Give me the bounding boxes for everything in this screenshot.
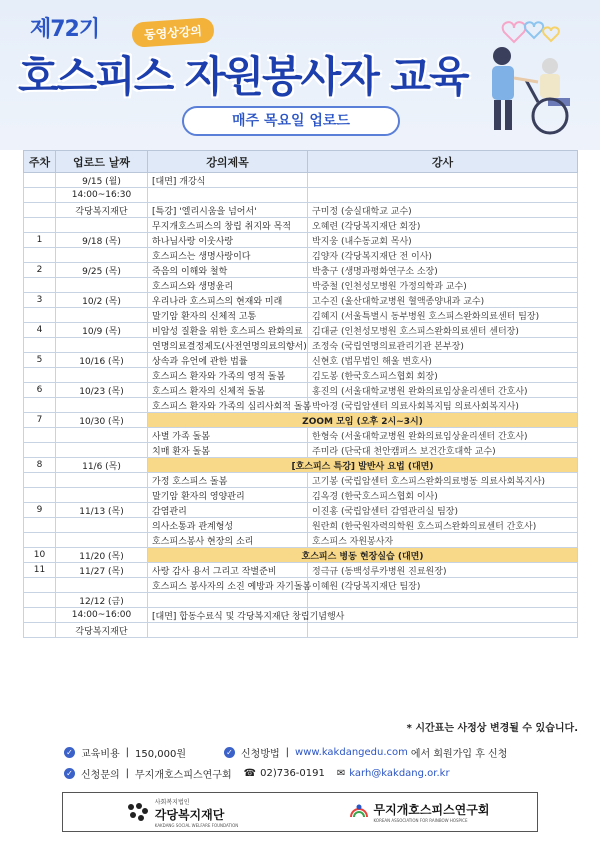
table-row: [24, 503, 578, 518]
table-row: [24, 548, 578, 563]
date-cell: 10/30 (목): [56, 413, 148, 428]
highlight-cell: 호스피스 병동 현장실습 (대면): [148, 548, 578, 563]
date-cell: 9/25 (목): [56, 263, 148, 278]
date-cell: 11/6 (목): [56, 458, 148, 473]
week-cell: 3: [24, 293, 56, 308]
week-cell: [24, 368, 56, 383]
speaker-cell: 박충구 (생명과평화연구소 소장): [308, 263, 578, 278]
lecture-title-cell: 가정 호스피스 돌봄: [148, 473, 308, 488]
table-row: [24, 623, 578, 638]
association-english: KOREAN ASSOCIATION FOR RAINBOW HOSPICE: [373, 818, 468, 823]
speaker-cell: [308, 593, 578, 608]
lecture-title-cell: [148, 593, 308, 608]
date-cell: [56, 428, 148, 443]
upload-schedule-pill: 매주 목요일 업로드: [182, 106, 400, 136]
speaker-cell: 김도봉 (한국호스피스협회 회장): [308, 368, 578, 383]
highlight-cell: ZOOM 모임 (오후 2시~3시): [148, 413, 578, 428]
week-cell: 1: [24, 233, 56, 248]
lecture-title-cell: 무지개호스피스의 창립 취지와 목적: [148, 218, 308, 233]
week-cell: 4: [24, 323, 56, 338]
lecture-title-cell: [대면] 합동수료식 및 각당복지재단 창립기념행사: [148, 608, 308, 623]
separator: |: [285, 747, 290, 758]
lecture-title-cell: 사랑 감사 용서 그리고 작별준비: [148, 563, 308, 578]
date-cell: [56, 443, 148, 458]
table-row: [24, 563, 578, 578]
week-cell: [24, 278, 56, 293]
lecture-title-cell: 감염관리: [148, 503, 308, 518]
term-number: 제72기: [30, 17, 100, 42]
foundation-type: 사회복지법인: [154, 798, 190, 806]
table-row: [24, 248, 578, 263]
date-cell: [56, 518, 148, 533]
week-cell: 8: [24, 458, 56, 473]
date-cell: [56, 533, 148, 548]
week-cell: [24, 308, 56, 323]
table-row: [24, 458, 578, 473]
fee-line: [64, 745, 186, 760]
lecture-title-cell: 의사소통과 관계형성: [148, 518, 308, 533]
lecture-title-cell: 말기암 환자의 신체적 고통: [148, 308, 308, 323]
speaker-cell: 신현호 (법무법인 해울 변호사): [308, 353, 578, 368]
week-cell: [24, 518, 56, 533]
lecture-title-cell: 하나님사랑 이웃사랑: [148, 233, 308, 248]
speaker-cell: 한형숙 (서울대학교병원 완화의료임상윤리센터 간호사): [308, 428, 578, 443]
week-cell: [24, 218, 56, 233]
speaker-cell: 김혜지 (서울특별시 동부병원 호스피스완화의료센터 팀장): [308, 308, 578, 323]
speaker-cell: [308, 623, 578, 638]
date-cell: 11/20 (목): [56, 548, 148, 563]
table-row: [24, 593, 578, 608]
page-title: 호스피스 자원봉사자 교육: [18, 52, 468, 101]
lecture-title-cell: [대면] 개강식: [148, 173, 308, 188]
table-row: [24, 188, 578, 203]
week-cell: [24, 608, 56, 623]
date-cell: 11/13 (목): [56, 503, 148, 518]
speaker-cell: 구미정 (숭실대학교 교수): [308, 203, 578, 218]
lecture-title-cell: [특강] '엘리시움을 넘어서': [148, 203, 308, 218]
speaker-cell: [308, 188, 578, 203]
lecture-title-cell: 호스피스 봉사자의 소진 예방과 자기돌봄: [148, 578, 308, 593]
week-cell: [24, 443, 56, 458]
speaker-cell: 홍진의 (서울대학교병원 완화의료임상윤리센터 간호사): [308, 383, 578, 398]
rainbow-hospice-logo: [300, 801, 537, 823]
speaker-cell: 주미라 (단국대 천안캠퍼스 보건간호대학 교수): [308, 443, 578, 458]
lecture-title-cell: 사별 가족 돌봄: [148, 428, 308, 443]
lecture-title-cell: [148, 188, 308, 203]
lecture-title-cell: 말기암 환자의 영양관리: [148, 488, 308, 503]
schedule-table: [23, 150, 578, 638]
lecture-title-cell: 호스피스 환자와 가족의 심리사회적 돌봄: [148, 398, 308, 413]
rainbow-emblem-icon: [348, 801, 370, 823]
date-cell: 10/2 (목): [56, 293, 148, 308]
week-cell: 5: [24, 353, 56, 368]
date-cell: 12/12 (금): [56, 593, 148, 608]
table-row: [24, 398, 578, 413]
check-icon: ✓: [224, 747, 235, 758]
speaker-cell: 조정숙 (국립연명의료관리기관 본부장): [308, 338, 578, 353]
table-row: [24, 353, 578, 368]
table-header-row: [24, 151, 578, 173]
table-row: [24, 608, 578, 623]
table-row: [24, 518, 578, 533]
week-cell: [24, 488, 56, 503]
lecture-title-cell: 연명의료결정제도(사전연명의료의향서): [148, 338, 308, 353]
apply-link[interactable]: www.kakdangedu.com: [295, 747, 408, 758]
table-row: [24, 278, 578, 293]
check-icon: ✓: [64, 747, 75, 758]
date-cell: 10/16 (목): [56, 353, 148, 368]
date-cell: 각당복지재단: [56, 203, 148, 218]
contact-label: 신청문의: [81, 770, 120, 781]
table-row: [24, 413, 578, 428]
speaker-cell: [308, 608, 578, 623]
week-cell: [24, 593, 56, 608]
table-row: [24, 533, 578, 548]
foundation-emblem-icon: [125, 801, 151, 823]
col-upload-date: 업로드 날짜: [56, 151, 148, 173]
week-cell: [24, 428, 56, 443]
table-row: [24, 338, 578, 353]
date-cell: [56, 338, 148, 353]
week-cell: [24, 173, 56, 188]
date-cell: [56, 368, 148, 383]
foundation-name: 각당복지재단: [154, 807, 225, 822]
contact-org: 무지개호스피스연구회: [135, 770, 232, 781]
contact-phone: 02)736-0191: [260, 768, 325, 779]
week-cell: [24, 188, 56, 203]
foundation-english: KAKDANG SOCIAL WELFARE FOUNDATION: [154, 822, 239, 828]
table-row: [24, 383, 578, 398]
speaker-cell: 김양자 (각당복지재단 전 이사): [308, 248, 578, 263]
lecture-title-cell: 호스피스봉사 현장의 소리: [148, 533, 308, 548]
table-row: [24, 293, 578, 308]
date-cell: [56, 578, 148, 593]
date-cell: 10/9 (목): [56, 323, 148, 338]
speaker-cell: 박중철 (인천성모병원 가정의학과 교수): [308, 278, 578, 293]
date-cell: 14:00~16:00: [56, 608, 148, 623]
fee-label: 교육비용: [81, 749, 120, 760]
date-cell: [56, 473, 148, 488]
table-row: [24, 173, 578, 188]
date-cell: 14:00~16:30: [56, 188, 148, 203]
col-speaker: 강사: [308, 151, 578, 173]
week-cell: [24, 398, 56, 413]
lecture-title-cell: 호스피스 환자와 가족의 영적 돌봄: [148, 368, 308, 383]
lecture-title-cell: 치매 환자 돌봄: [148, 443, 308, 458]
apply-rest: 에서 회원가입 후 신청: [410, 749, 508, 760]
caregiver-wheelchair-illustration: [464, 10, 594, 140]
kakdang-foundation-logo: [63, 797, 300, 828]
col-week: 주차: [24, 151, 56, 173]
separator: |: [125, 768, 130, 779]
table-row: [24, 308, 578, 323]
week-cell: [24, 203, 56, 218]
date-cell: 각당복지재단: [56, 623, 148, 638]
date-cell: [56, 398, 148, 413]
lecture-title-cell: [148, 623, 308, 638]
date-cell: 10/23 (목): [56, 383, 148, 398]
week-cell: [24, 533, 56, 548]
date-cell: 11/27 (목): [56, 563, 148, 578]
association-name: 무지개호스피스연구회: [373, 803, 490, 817]
lecture-title-cell: 호스피스는 생명사랑이다: [148, 248, 308, 263]
phone-icon: ☎: [243, 768, 257, 779]
speaker-cell: 오혜련 (각당복지재단 회장): [308, 218, 578, 233]
speaker-cell: 고수진 (울산대학교병원 혈액종양내과 교수): [308, 293, 578, 308]
fee-value: 150,000원: [135, 749, 187, 760]
week-cell: [24, 623, 56, 638]
speaker-cell: 호스피스 자원봉사자: [308, 533, 578, 548]
separator: |: [125, 747, 130, 758]
header-banner: [0, 0, 600, 150]
schedule-body: [24, 173, 578, 638]
lecture-title-cell: 호스피스 환자의 신체적 돌봄: [148, 383, 308, 398]
date-cell: [56, 248, 148, 263]
lecture-title-cell: 호스피스와 생명윤리: [148, 278, 308, 293]
speaker-cell: 김옥경 (한국호스피스협회 이사): [308, 488, 578, 503]
mail-icon: ✉: [336, 768, 346, 779]
week-cell: [24, 248, 56, 263]
speaker-cell: 김대균 (인천성모병원 호스피스완화의료센터 센터장): [308, 323, 578, 338]
week-cell: [24, 578, 56, 593]
date-cell: 9/15 (월): [56, 173, 148, 188]
col-lecture-title: 강의제목: [148, 151, 308, 173]
date-cell: [56, 278, 148, 293]
speaker-cell: 이혜원 (각당복지재단 팀장): [308, 578, 578, 593]
footer-logos: [62, 792, 538, 832]
week-cell: 2: [24, 263, 56, 278]
date-cell: [56, 308, 148, 323]
speaker-cell: 정극규 (동백성루카병원 진료원장): [308, 563, 578, 578]
speaker-cell: 원란희 (한국원자력의학원 호스피스완화의료센터 간호사): [308, 518, 578, 533]
speaker-cell: [308, 173, 578, 188]
week-cell: [24, 338, 56, 353]
lecture-title-cell: 우리나라 호스피스의 현재와 미래: [148, 293, 308, 308]
week-cell: 11: [24, 563, 56, 578]
week-cell: 10: [24, 548, 56, 563]
table-row: [24, 473, 578, 488]
schedule-notice: * 시간표는 사정상 변경될 수 있습니다.: [406, 723, 578, 734]
table-row: [24, 263, 578, 278]
date-cell: [56, 218, 148, 233]
week-cell: 9: [24, 503, 56, 518]
lecture-title-cell: 상속과 유언에 관한 법률: [148, 353, 308, 368]
speaker-cell: 고기봉 (국립암센터 호스피스완화의료병동 의료사회복지사): [308, 473, 578, 488]
speaker-cell: 박아경 (국립암센터 의료사회복지팀 의료사회복지사): [308, 398, 578, 413]
date-cell: 9/18 (목): [56, 233, 148, 248]
date-cell: [56, 488, 148, 503]
table-row: [24, 323, 578, 338]
table-row: [24, 218, 578, 233]
apply-label: 신청방법: [241, 749, 280, 760]
table-row: [24, 443, 578, 458]
highlight-cell: [호스피스 특강] 발반사 요법 (대면): [148, 458, 578, 473]
speaker-cell: 박지웅 (내수동교회 목사): [308, 233, 578, 248]
table-row: [24, 203, 578, 218]
table-row: [24, 488, 578, 503]
week-cell: [24, 473, 56, 488]
check-icon: ✓: [64, 768, 75, 779]
contact-email[interactable]: karh@kakdang.or.kr: [349, 768, 450, 779]
lecture-title-cell: 비암성 질환을 위한 호스피스 완화의료: [148, 323, 308, 338]
apply-line: [224, 745, 507, 760]
table-row: [24, 233, 578, 248]
week-cell: 7: [24, 413, 56, 428]
week-cell: 6: [24, 383, 56, 398]
table-row: [24, 368, 578, 383]
lecture-title-cell: 죽음의 이해와 철학: [148, 263, 308, 278]
contact-line: [64, 766, 450, 781]
speaker-cell: 이진홍 (국립암센터 감염관리실 팀장): [308, 503, 578, 518]
video-lecture-tag: 동영상강의: [131, 17, 215, 48]
table-row: [24, 578, 578, 593]
table-row: [24, 428, 578, 443]
